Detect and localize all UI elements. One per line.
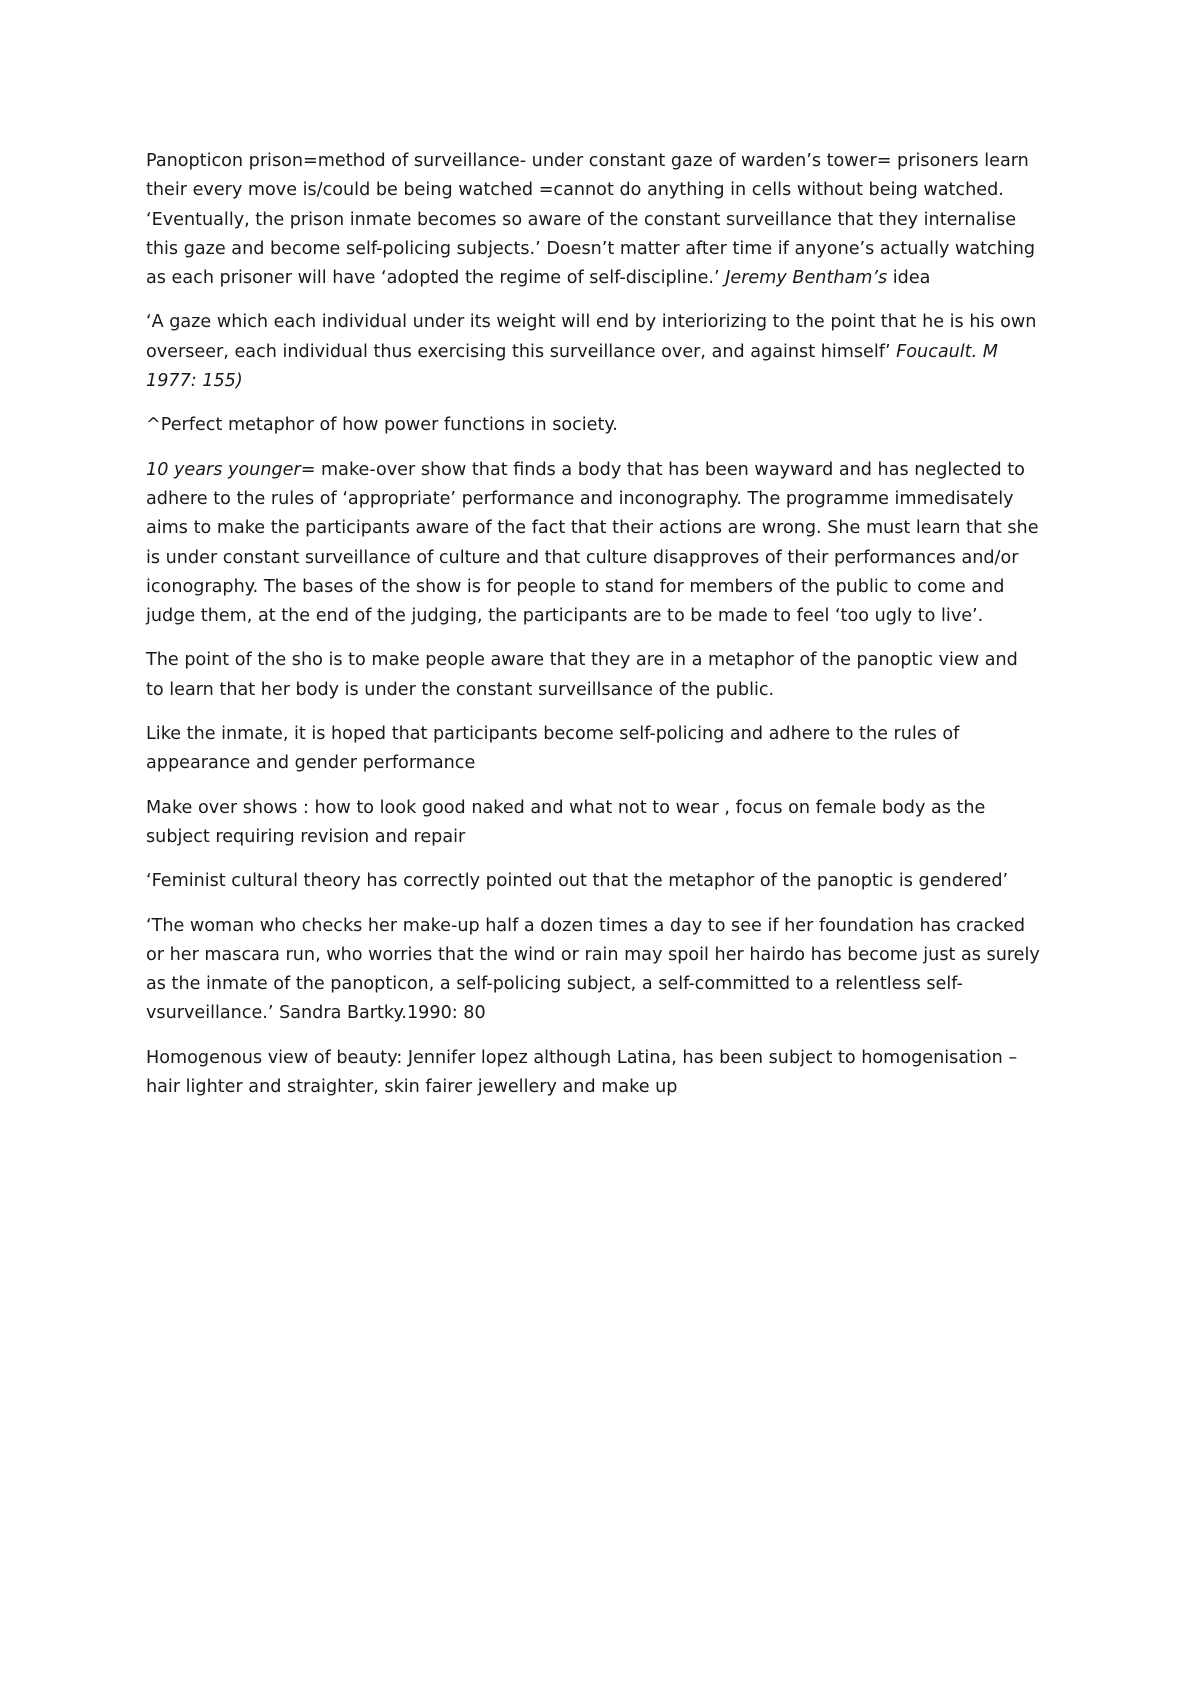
italic-text-segment: Jeremy Bentham’s (725, 268, 888, 289)
text-segment: ‘Feminist cultural theory has correctly pointed out that the metaphor of the panoptic is gendered’ (146, 871, 1009, 892)
text-line (146, 485, 1071, 514)
paragraph (146, 147, 1071, 293)
italic-text-segment: 10 years younger= (146, 459, 316, 480)
text-segment: Homogenous view of beauty: Jennifer lopez although Latina, has been subject to homogenisation – (146, 1047, 1018, 1068)
paragraph (146, 456, 1071, 632)
text-segment: aims to make the participants aware of the fact that their actions are wrong. She must learn that she (146, 518, 1039, 539)
text-line (146, 999, 1071, 1028)
italic-text-segment: Foucault. M (896, 341, 998, 362)
text-line (146, 794, 1071, 823)
text-line (146, 264, 1071, 293)
text-line (146, 676, 1071, 705)
paragraph (146, 1044, 1071, 1103)
text-segment: as each prisoner will have ‘adopted the regime of self-discipline.’ (146, 268, 726, 289)
text-line (146, 749, 1071, 778)
text-line (146, 308, 1071, 337)
paragraph (146, 794, 1071, 853)
text-segment: Panopticon prison=method of surveillance- under constant gaze of warden’s tower= prisoners learn (146, 151, 1029, 171)
text-segment: ‘A gaze which each individual under its weight will end by interiorizing to the point that he is his own (146, 312, 1037, 333)
text-line (146, 867, 1071, 896)
text-line (146, 147, 1071, 176)
text-line (146, 456, 1071, 485)
text-segment: adhere to the rules of ‘appropriate’ performance and inconography. The programme immedisately (146, 488, 1014, 509)
paragraph (146, 867, 1071, 896)
paragraph (146, 411, 1071, 440)
text-segment: idea (887, 268, 931, 289)
paragraph (146, 308, 1071, 396)
text-line (146, 1044, 1071, 1073)
paragraph (146, 912, 1071, 1029)
text-segment: hair lighter and straighter, skin fairer jewellery and make up (146, 1077, 678, 1098)
text-segment: appearance and gender performance (146, 753, 476, 774)
text-line (146, 544, 1071, 573)
text-line (146, 411, 1071, 440)
text-segment: ‘Eventually, the prison inmate becomes so aware of the constant surveillance that they internalise (146, 209, 1017, 230)
text-segment: ^Perfect metaphor of how power functions in society. (146, 415, 618, 436)
text-line (146, 514, 1071, 543)
text-line (146, 720, 1071, 749)
text-segment: this gaze and become self-policing subjects.’ Doesn’t matter after time if anyone’s actually watching (146, 238, 1036, 259)
text-line (146, 367, 1071, 396)
text-line (146, 1073, 1071, 1102)
text-segment: is under constant surveillance of culture and that culture disapproves of their performances and/or (146, 547, 1019, 568)
text-segment: make-over show that finds a body that has been wayward and has neglected to (315, 459, 1025, 480)
text-line (146, 646, 1071, 675)
text-line (146, 235, 1071, 264)
document-body (146, 147, 1071, 1117)
text-line (146, 970, 1071, 999)
text-segment: as the inmate of the panopticon, a self-policing subject, a self-committed to a relentless self- (146, 974, 963, 995)
text-segment: subject requiring revision and repair (146, 826, 466, 847)
text-line (146, 338, 1071, 367)
text-segment: judge them, at the end of the judging, the participants are to be made to feel ‘too ugly to live’. (146, 606, 984, 627)
text-segment: vsurveillance.’ Sandra Bartky.1990: 80 (146, 1003, 486, 1024)
text-segment: Make over shows : how to look good naked and what not to wear , focus on female body as the (146, 797, 986, 818)
text-segment: their every move is/could be being watched =cannot do anything in cells without being watched. (146, 180, 1004, 201)
italic-text-segment: 1977: 155) (146, 371, 243, 392)
paragraph (146, 720, 1071, 779)
text-segment: or her mascara run, who worries that the wind or rain may spoil her hairdo has become just as surely (146, 944, 1040, 965)
text-line (146, 573, 1071, 602)
text-line (146, 912, 1071, 941)
text-line (146, 176, 1071, 205)
text-segment: The point of the sho is to make people aware that they are in a metaphor of the panoptic view and (146, 650, 1018, 671)
paragraph (146, 646, 1071, 705)
text-line (146, 206, 1071, 235)
text-segment: overseer, each individual thus exercising this surveillance over, and against himself’ (146, 341, 897, 362)
text-segment: to learn that her body is under the constant surveillsance of the public. (146, 679, 775, 700)
text-line (146, 602, 1071, 631)
text-line (146, 823, 1071, 852)
text-segment: Like the inmate, it is hoped that participants become self-policing and adhere to the rules of (146, 724, 960, 745)
text-line (146, 941, 1071, 970)
text-segment: ‘The woman who checks her make-up half a dozen times a day to see if her foundation has cracked (146, 915, 1026, 936)
text-segment: iconography. The bases of the show is for people to stand for members of the public to come and (146, 576, 1005, 597)
